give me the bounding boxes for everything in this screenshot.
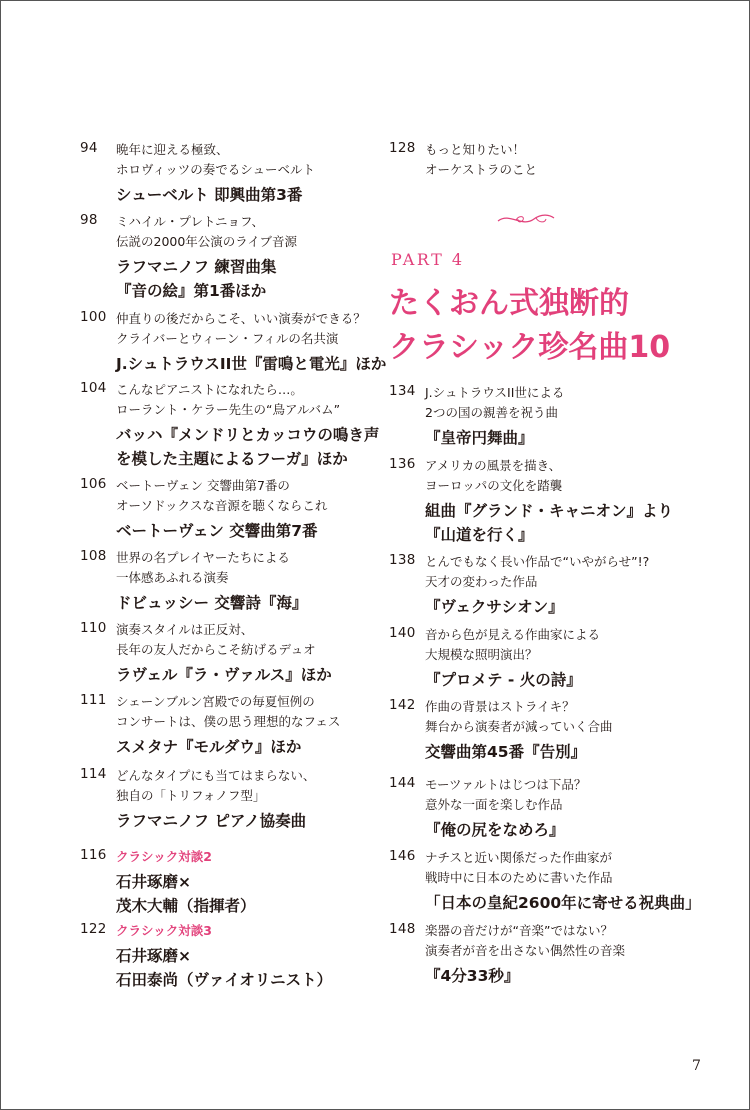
entry-description: シェーンブルン宮殿での毎夏恒例の — [116, 694, 315, 709]
entry-description: ホロヴィッツの奏でるシューベルト — [116, 162, 316, 177]
entry-title: バッハ『メンドリとカッコウの鳴き声 — [116, 426, 380, 444]
entry-page-number: 138 — [389, 552, 416, 568]
entry-title: ラフマニノフ 練習曲集 — [116, 258, 277, 276]
entry-description: オーケストラのこと — [425, 162, 538, 177]
entry-description: 大規模な照明演出？ — [425, 647, 538, 662]
entry-title: 『俺の尻をなめろ』 — [425, 821, 565, 839]
entry-description: 長年の友人だからこそ紡げるデュオ — [116, 642, 316, 657]
talk-guest: 石田泰尚（ヴァイオリニスト） — [116, 971, 333, 989]
entry-body — [116, 692, 386, 759]
entry-page-number: 134 — [389, 383, 416, 399]
entry-body — [116, 766, 386, 833]
entry-title: を模した主題によるフーガ』ほか — [116, 450, 348, 468]
entry-title: 『山道を行く』 — [425, 526, 534, 544]
entry-page-number: 140 — [389, 625, 416, 641]
entry-body — [425, 775, 695, 842]
entry-title: ドビュッシー 交響詩『海』 — [116, 594, 308, 612]
entry-description: 楽器の音だけが“音楽”ではない？ — [425, 923, 613, 938]
entry-description: ミハイル・プレトニョフ、 — [116, 214, 265, 229]
entry-page-number: 142 — [389, 697, 416, 713]
entry-page-number: 104 — [80, 380, 107, 396]
page-number: 7 — [692, 1058, 701, 1074]
entry-description: アメリカの風景を描き、 — [425, 458, 562, 473]
part-title — [389, 282, 670, 370]
talk-label: クラシック対談2 — [116, 849, 212, 864]
entry-page-number: 100 — [80, 309, 107, 325]
entry-body — [425, 697, 695, 764]
talk-guest: 石井琢磨× — [116, 947, 191, 965]
entry-description: 演奏スタイルは正反対、 — [116, 622, 254, 637]
part-title-line: クラシック珍名曲10 — [389, 330, 671, 365]
entry-title: 『ヴェクサシオン』 — [425, 598, 564, 616]
entry-body — [116, 847, 386, 918]
entry-body — [116, 921, 386, 992]
entry-description: どんなタイプにも当てはまらない、 — [116, 768, 316, 783]
entry-page-number: 148 — [389, 921, 416, 937]
talk-label: クラシック対談3 — [116, 923, 212, 938]
entry-description: J.シュトラウスII世による — [425, 385, 565, 400]
entry-title: シューベルト 即興曲第3番 — [116, 186, 303, 204]
entry-title: ベートーヴェン 交響曲第7番 — [116, 522, 318, 540]
entry-page-number: 116 — [80, 847, 107, 863]
entry-description: 音から色が見える作曲家による — [425, 627, 601, 642]
entry-description: クライバーとウィーン・フィルの名共演 — [116, 331, 339, 346]
entry-title: ラヴェル『ラ・ヴァルス』ほか — [116, 666, 332, 684]
entry-title: 「日本の皇紀2600年に寄せる祝典曲」 — [425, 894, 701, 912]
entry-description: ローラント・ケラー先生の“鳥アルバム” — [116, 402, 341, 417]
entry-description: 戦時中に日本のために書いた作品 — [425, 870, 613, 885]
entry-description: とんでもなく長い作品で“いやがらせ”!? — [425, 554, 650, 569]
entry-title: 『プロメテ - 火の詩』 — [425, 671, 582, 689]
entry-description: 2つの国の親善を祝う曲 — [425, 405, 558, 420]
entry-title: J.シュトラウスII世『雷鳴と電光』ほか — [116, 355, 387, 373]
entry-body — [425, 456, 695, 547]
entry-body — [116, 476, 386, 543]
entry-page-number: 122 — [80, 921, 107, 937]
entry-description: ベートーヴェン 交響曲第7番の — [116, 478, 290, 493]
entry-title: 組曲『グランド・キャニオン』より — [425, 502, 674, 520]
entry-body — [116, 140, 386, 207]
entry-page-number: 136 — [389, 456, 416, 472]
entry-title: 交響曲第45番『告別』 — [425, 743, 587, 761]
entry-body — [116, 212, 386, 303]
entry-page-number: 106 — [80, 476, 107, 492]
part-label: PART 4 — [391, 250, 465, 269]
entry-body — [425, 552, 695, 619]
entry-page-number: 144 — [389, 775, 416, 791]
entry-page-number: 146 — [389, 848, 416, 864]
entry-page-number: 98 — [80, 212, 98, 228]
entry-description: 一体感あふれる演奏 — [116, 570, 229, 585]
entry-description: 仲直りの後だからこそ、いい演奏ができる？ — [116, 311, 366, 326]
entry-body — [116, 309, 386, 376]
entry-description: 世界の名プレイヤーたちによる — [116, 550, 290, 565]
entry-description: オーソドックスな音源を聴くならこれ — [116, 498, 328, 513]
part-title-line: たくおん式独断的 — [389, 286, 629, 321]
entry-body — [425, 383, 695, 450]
entry-description: 舞台から演奏者が減っていく合曲 — [425, 719, 613, 734]
entry-description: 演奏者が音を出さない偶然性の音楽 — [425, 943, 626, 958]
entry-title: ラフマニノフ ピアノ協奏曲 — [116, 812, 307, 830]
entry-body — [116, 548, 386, 615]
entry-body — [116, 620, 386, 687]
entry-description: モーツァルトはじつは下品？ — [425, 777, 587, 792]
entry-page-number: 128 — [389, 140, 416, 156]
entry-description: コンサートは、僕の思う理想的なフェス — [116, 714, 341, 729]
entry-description: 独自の「トリフォノフ型」 — [116, 788, 266, 803]
entry-body — [425, 140, 695, 180]
entry-title: 『皇帝円舞曲』 — [425, 429, 534, 447]
entry-description: ナチスと近い関係だった作曲家が — [425, 850, 613, 865]
entry-page-number: 114 — [80, 766, 107, 782]
entry-description: 晩年に迎える極致、 — [116, 142, 229, 157]
entry-page-number: 108 — [80, 548, 107, 564]
entry-description: ヨーロッパの文化を踏襲 — [425, 478, 563, 493]
entry-body — [425, 848, 701, 915]
entry-title: スメタナ『モルダウ』ほか — [116, 738, 302, 756]
entry-page-number: 94 — [80, 140, 98, 156]
entry-body — [116, 380, 386, 471]
entry-page-number: 111 — [80, 692, 107, 708]
entry-page-number: 110 — [80, 620, 107, 636]
entry-description: 意外な一面を楽しむ作品 — [425, 797, 563, 812]
entry-body — [425, 921, 695, 988]
entry-description: 天才の変わった作品 — [425, 574, 538, 589]
talk-guest: 茂木大輔（指揮者） — [116, 897, 256, 915]
flourish-ornament — [496, 208, 556, 230]
entry-description: もっと知りたい！ — [425, 142, 526, 157]
entry-body — [425, 625, 695, 692]
entry-title: 『音の絵』第1番ほか — [116, 282, 267, 300]
entry-description: こんなピアニストになれたら…。 — [116, 382, 303, 397]
talk-guest: 石井琢磨× — [116, 873, 191, 891]
entry-description: 伝説の2000年公演のライブ音源 — [116, 234, 298, 249]
entry-description: 作曲の背景はストライキ？ — [425, 699, 575, 714]
entry-title: 『4分33秒』 — [425, 967, 520, 985]
